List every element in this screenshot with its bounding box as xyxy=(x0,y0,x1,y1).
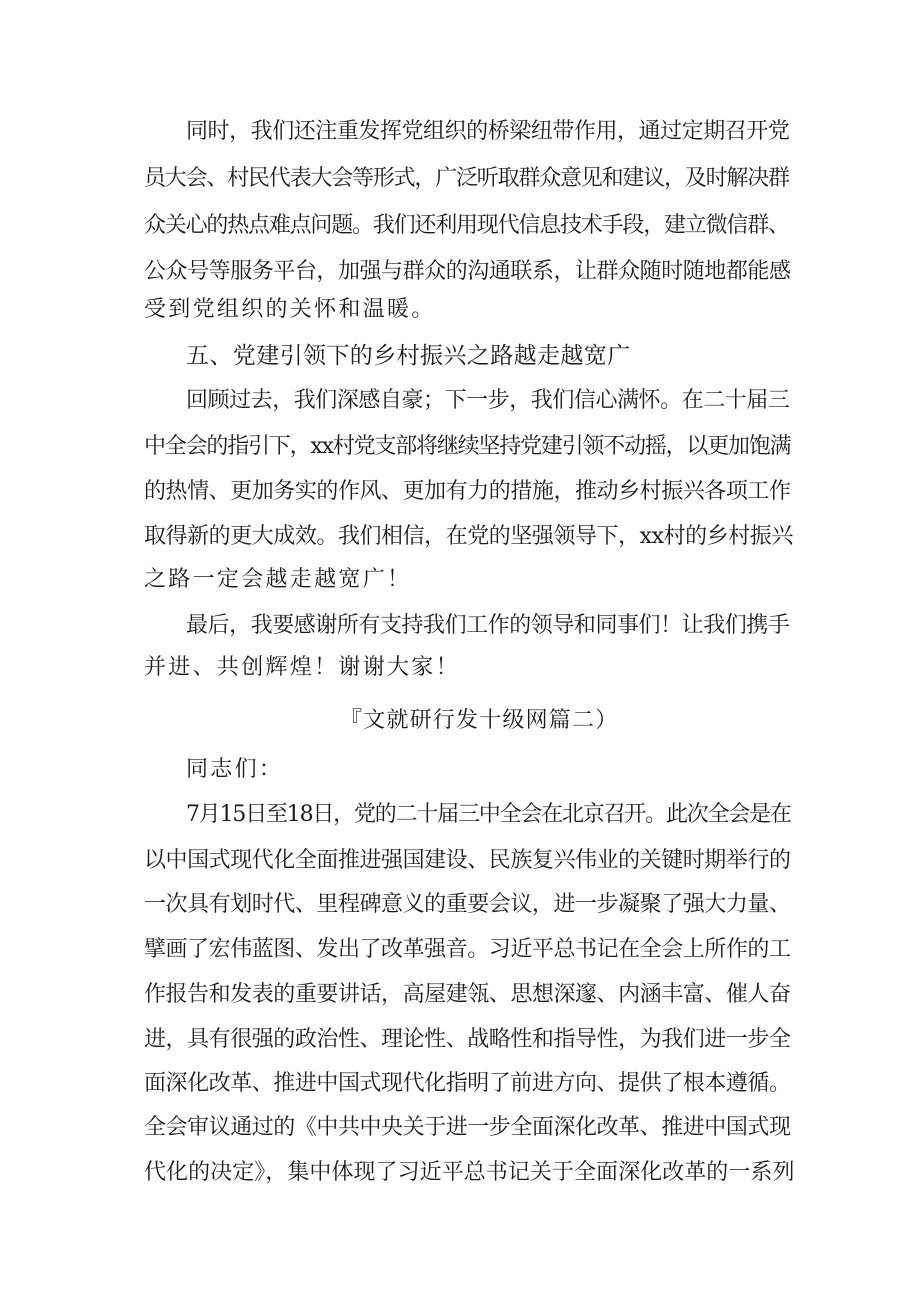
greeting: 同志们： xyxy=(186,757,284,782)
paragraph-line: 全会审议通过的《中共中央关于进一步全面深化改革、推进中国式现 xyxy=(144,1115,791,1140)
paragraph-line: 最后，我要感谢所有支持我们工作的领导和同事们！让我们携手 xyxy=(186,613,790,638)
section-subtitle: 『文就研行发十级网篇二） xyxy=(340,708,619,733)
paragraph-line: 回顾过去，我们深感自豪；下一步，我们信心满怀。在二十届三 xyxy=(186,388,790,413)
paragraph-line: 中全会的指引下，xx村党支部将继续坚持党建引领不动摇，以更加饱满 xyxy=(144,434,791,459)
paragraph-line: 取得新的更大成效。我们相信，在党的坚强领导下，xx村的乡村振兴 xyxy=(144,524,793,549)
paragraph-line: 受到党组织的关怀和温暖。 xyxy=(144,297,436,322)
paragraph-line: 之路一定会越走越宽广！ xyxy=(144,567,412,592)
paragraph-line: 公众号等服务平台，加强与群众的沟通联系，让群众随时随地都能感 xyxy=(144,259,791,284)
paragraph-line: 的热情、更加务实的作风、更加有力的措施，推动乡村振兴各项工作 xyxy=(144,479,791,504)
paragraph-line: 一次具有划时代、里程碑意义的重要会议，进一步凝聚了强大力量、 xyxy=(144,892,791,917)
paragraph-line: 7月15日至18日，党的二十届三中全会在北京召开。此次全会是在 xyxy=(186,802,791,827)
paragraph-line: 同时，我们还注重发挥党组织的桥梁纽带作用，通过定期召开党 xyxy=(186,119,790,144)
paragraph-line: 员大会、村民代表大会等形式，广泛听取群众意见和建议，及时解决群 xyxy=(144,166,789,191)
paragraph-line: 进，具有很强的政治性、理论性、战略性和指导性，为我们进一步全 xyxy=(144,1027,791,1052)
paragraph-line: 面深化改革、推进中国式现代化指明了前进方向、提供了根本遵循。 xyxy=(144,1071,791,1096)
paragraph-line: 代化的决定》，集中体现了习近平总书记关于全面深化改革的一系列 xyxy=(144,1160,795,1185)
paragraph-line: 擘画了宏伟蓝图、发出了改革强音。习近平总书记在全会上所作的工 xyxy=(144,937,791,962)
paragraph-line: 作报告和发表的重要讲话，高屋建瓴、思想深邃、内涵丰富、催人奋 xyxy=(144,982,791,1007)
section-heading: 五、党建引领下的乡村振兴之路越走越宽广 xyxy=(186,343,631,369)
paragraph-line: 众关心的热点难点问题。我们还利用现代信息技术手段，建立微信群、 xyxy=(144,213,789,238)
paragraph-line: 以中国式现代化全面推进强国建设、民族复兴伟业的关键时期举行的 xyxy=(144,848,791,873)
paragraph-line: 并进、共创辉煌！谢谢大家！ xyxy=(144,655,460,680)
